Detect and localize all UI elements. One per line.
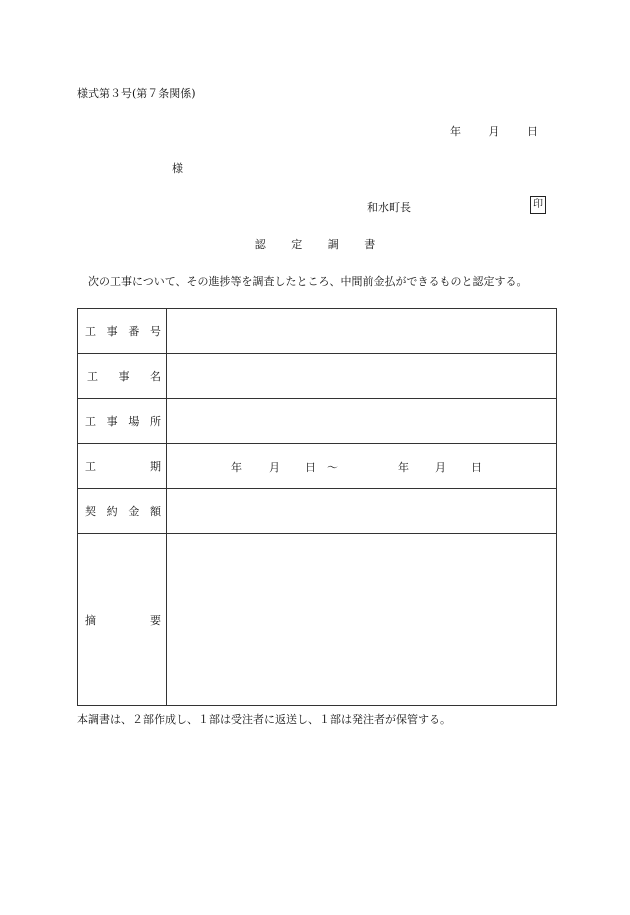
value-work-name[interactable] xyxy=(167,354,557,399)
label-char: 金 xyxy=(128,505,140,518)
footer-note: 本調書は、２部作成し、１部は受注者に返送し、１部は発注者が保管する。 xyxy=(77,713,451,726)
label-char: 場 xyxy=(128,415,140,428)
title-char: 定 xyxy=(291,238,303,251)
value-work-location[interactable] xyxy=(167,399,557,444)
label-char: 摘 xyxy=(85,613,96,627)
date-month: 月 xyxy=(488,125,500,138)
value-work-number[interactable] xyxy=(167,309,557,354)
label-char: 工 xyxy=(85,460,96,473)
label-char: 番 xyxy=(128,325,140,338)
table-row xyxy=(78,399,557,444)
period-start-month: 月 xyxy=(269,461,280,474)
label-char: 工 xyxy=(85,415,96,428)
document-title xyxy=(0,236,630,252)
label-char: 名 xyxy=(150,370,161,383)
date-day: 日 xyxy=(527,125,538,138)
label-work-period xyxy=(78,444,167,489)
label-char: 事 xyxy=(106,415,118,428)
title-char: 調 xyxy=(327,238,339,251)
table-row xyxy=(78,444,557,489)
label-char: 事 xyxy=(106,325,118,338)
table-row xyxy=(78,489,557,534)
label-contract-amount xyxy=(78,489,167,534)
period-end-year: 年 xyxy=(398,461,409,474)
seal-stamp: 印 xyxy=(530,196,546,214)
label-char: 号 xyxy=(149,325,161,338)
table-row xyxy=(78,309,557,354)
form-table xyxy=(77,308,557,706)
period-end-month: 月 xyxy=(435,461,446,474)
period-end-day: 日 xyxy=(471,461,482,474)
issuer-name: 和水町長 xyxy=(367,201,411,214)
label-char: 要 xyxy=(150,613,161,627)
label-char: 工 xyxy=(85,325,96,338)
date-year: 年 xyxy=(450,125,461,138)
label-work-location xyxy=(78,399,167,444)
table-row xyxy=(78,354,557,399)
label-char: 工 xyxy=(87,370,98,383)
addressee-suffix: 様 xyxy=(172,162,183,175)
label-char: 額 xyxy=(149,505,161,518)
label-remarks xyxy=(78,534,167,706)
value-contract-amount[interactable] xyxy=(167,489,557,534)
value-work-period[interactable] xyxy=(167,444,557,489)
label-work-number xyxy=(78,309,167,354)
label-char: 期 xyxy=(150,460,161,473)
period-start-year: 年 xyxy=(231,461,242,474)
title-char: 書 xyxy=(364,238,376,251)
date-line xyxy=(450,123,538,139)
table-row xyxy=(78,534,557,706)
value-remarks[interactable] xyxy=(167,534,557,706)
title-char: 認 xyxy=(254,238,266,251)
label-char: 所 xyxy=(149,415,161,428)
period-tilde: 〜 xyxy=(327,461,338,474)
label-char: 契 xyxy=(85,505,96,518)
period-start-day: 日 xyxy=(305,461,316,474)
certification-statement: 次の工事について、その進捗等を調査したところ、中間前金払ができるものと認定する。 xyxy=(88,275,528,288)
form-number: 様式第３号(第７条関係) xyxy=(77,87,196,100)
label-work-name xyxy=(78,354,167,399)
label-char: 約 xyxy=(106,505,118,518)
label-char: 事 xyxy=(118,370,130,383)
